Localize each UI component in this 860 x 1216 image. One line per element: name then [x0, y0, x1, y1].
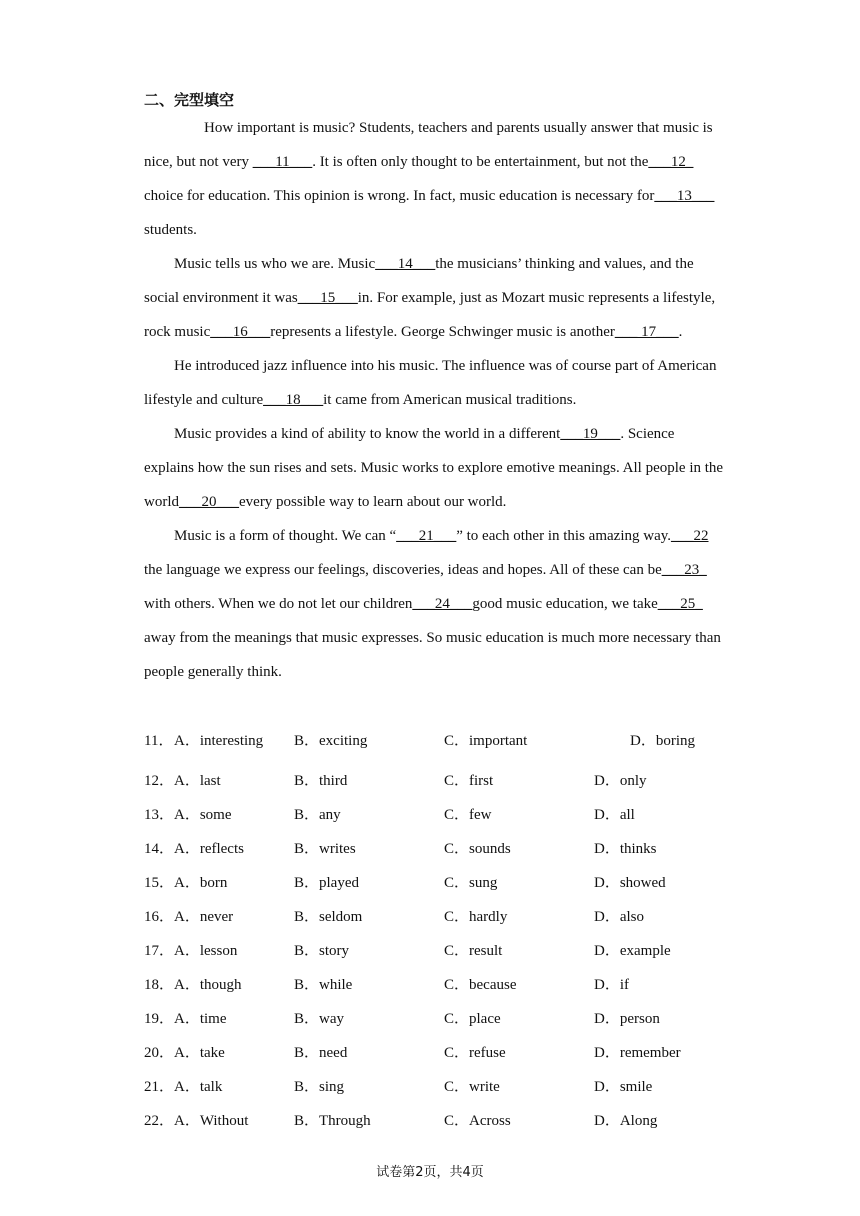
- option-c: C．hardly: [444, 909, 508, 925]
- blank: ___23_: [661, 562, 707, 578]
- option-a: A．some: [174, 807, 232, 823]
- option-c: C．refuse: [444, 1045, 506, 1061]
- option-row: [144, 832, 744, 866]
- option-c: C．place: [444, 1011, 501, 1027]
- blank: ___22: [671, 528, 709, 544]
- option-d: D．smile: [594, 1079, 653, 1095]
- option-c: C．important: [444, 733, 528, 749]
- option-a: A．born: [174, 875, 228, 891]
- option-a: A．talk: [174, 1079, 223, 1095]
- passage-text: He introduced jazz influence into his music. The influence was of course part of American lifestyle and culture: [144, 358, 717, 408]
- blank: ___14___: [375, 256, 436, 272]
- passage-text: students.: [144, 222, 197, 238]
- question-number: 13．: [144, 807, 175, 823]
- passage-text: the musicians’ thinking and values, and the social environment it was: [144, 256, 694, 306]
- passage-text: with others. When we do not let our children: [144, 596, 413, 612]
- option-c: C．first: [444, 773, 494, 789]
- passage-paragraph: [144, 519, 724, 689]
- option-d: D．if: [594, 977, 629, 993]
- option-c: C．because: [444, 977, 517, 993]
- blank: ___21___: [396, 528, 457, 544]
- question-number: 14．: [144, 841, 175, 857]
- option-d: D．only: [594, 773, 647, 789]
- question-number: 18．: [144, 977, 175, 993]
- passage-paragraph: [144, 111, 724, 247]
- section-title: 二、完型填空: [144, 91, 235, 109]
- option-a: A．though: [174, 977, 242, 993]
- option-row: [144, 764, 744, 798]
- passage-text: good music education, we take: [472, 596, 658, 612]
- passage-text: the language we express our feelings, discoveries, ideas and hopes. All of these can be: [144, 562, 662, 578]
- blank: ___19___: [560, 426, 621, 442]
- option-a: A．never: [174, 909, 234, 925]
- question-number: 20．: [144, 1045, 175, 1061]
- option-d: D．thinks: [594, 841, 657, 857]
- blank: ___16___: [210, 324, 271, 340]
- passage-text: ” to each other in this amazing way.: [456, 528, 672, 544]
- passage-text: away from the meanings that music expresses. So music education is much more necessary than people generally think.: [144, 630, 721, 680]
- option-b: B．story: [294, 943, 350, 959]
- blank: ___ 17___: [614, 324, 679, 340]
- option-d: D．showed: [594, 875, 666, 891]
- question-number: 19．: [144, 1011, 175, 1027]
- option-a: A．last: [174, 773, 221, 789]
- option-row: [144, 934, 744, 968]
- option-c: C．sounds: [444, 841, 511, 857]
- option-d: D．Along: [594, 1113, 658, 1129]
- option-d: D．also: [594, 909, 644, 925]
- option-d: D．boring: [630, 733, 695, 749]
- question-number: 22．: [144, 1113, 175, 1129]
- option-row: [144, 1036, 744, 1070]
- option-c: C．few: [444, 807, 492, 823]
- question-number: 12．: [144, 773, 175, 789]
- blank: ___15___: [297, 290, 358, 306]
- passage-text: in. For example, just as Mozart music represents a lifestyle, rock music: [144, 290, 716, 340]
- passage-text: . It is often only thought to be entertainment, but not the: [312, 154, 649, 170]
- option-a: A．lesson: [174, 943, 238, 959]
- blank: ___25_: [657, 596, 703, 612]
- option-row: [144, 798, 744, 832]
- option-row: [144, 724, 744, 764]
- question-number: 15．: [144, 875, 175, 891]
- option-b: B．exciting: [294, 733, 368, 749]
- option-row: [144, 1070, 744, 1104]
- blank: ___11___: [252, 154, 313, 170]
- passage-text: Music provides a kind of ability to know the world in a different: [174, 426, 561, 442]
- blank: ___20___: [179, 494, 239, 510]
- option-b: B．way: [294, 1011, 344, 1027]
- option-a: A．take: [174, 1045, 225, 1061]
- option-b: B．any: [294, 807, 341, 823]
- option-a: A．interesting: [174, 733, 264, 749]
- option-d: D．remember: [594, 1045, 681, 1061]
- passage-paragraph: [144, 349, 724, 417]
- question-number: 16．: [144, 909, 175, 925]
- option-a: A．time: [174, 1011, 227, 1027]
- blank: ___18___: [263, 392, 324, 408]
- option-row: [144, 866, 744, 900]
- blank: ___12_: [648, 154, 694, 170]
- option-d: D．example: [594, 943, 671, 959]
- page-footer: 试卷第2页，共4页: [376, 1165, 484, 1180]
- passage-text: How important is music? Students, teachers and parents usually answer that music is nice, but not very: [144, 120, 713, 170]
- option-row: [144, 1104, 744, 1138]
- passage-text: choice for education. This opinion is wrong. In fact, music education is necessary for: [144, 188, 655, 204]
- option-d: D．person: [594, 1011, 660, 1027]
- question-number: 11．: [144, 733, 174, 749]
- option-a: A．reflects: [174, 841, 244, 857]
- passage-text: . Science explains how the sun rises and sets. Music works to explore emotive meanings. All people in the world: [144, 426, 724, 510]
- option-b: B．writes: [294, 841, 356, 857]
- option-c: C．sung: [444, 875, 498, 891]
- option-row: [144, 968, 744, 1002]
- option-c: C．result: [444, 943, 503, 959]
- passage-paragraph: [144, 417, 724, 519]
- option-b: B．sing: [294, 1079, 345, 1095]
- passage-text: Music tells us who we are. Music: [174, 256, 376, 272]
- option-b: B．third: [294, 773, 348, 789]
- passage-text: Music is a form of thought. We can “: [174, 528, 397, 544]
- option-b: B．Through: [294, 1113, 371, 1129]
- passage-paragraph: [144, 247, 724, 349]
- option-row: [144, 1002, 744, 1036]
- option-c: C．Across: [444, 1113, 511, 1129]
- option-b: B．seldom: [294, 909, 363, 925]
- option-row: [144, 900, 744, 934]
- answer-options: [144, 724, 744, 1138]
- cloze-passage: [144, 111, 724, 689]
- option-c: C．write: [444, 1079, 500, 1095]
- passage-text: it came from American musical traditions.: [323, 392, 577, 408]
- passage-text: .: [678, 324, 683, 340]
- option-b: B．while: [294, 977, 353, 993]
- option-b: B．played: [294, 875, 359, 891]
- question-number: 21．: [144, 1079, 175, 1095]
- option-a: A．Without: [174, 1113, 249, 1129]
- option-b: B．need: [294, 1045, 348, 1061]
- question-number: 17．: [144, 943, 175, 959]
- passage-text: represents a lifestyle. George Schwinger music is another: [270, 324, 615, 340]
- passage-text: every possible way to learn about our world.: [239, 494, 507, 510]
- option-d: D．all: [594, 807, 635, 823]
- blank: ___24___: [412, 596, 473, 612]
- blank: ___13___: [654, 188, 715, 204]
